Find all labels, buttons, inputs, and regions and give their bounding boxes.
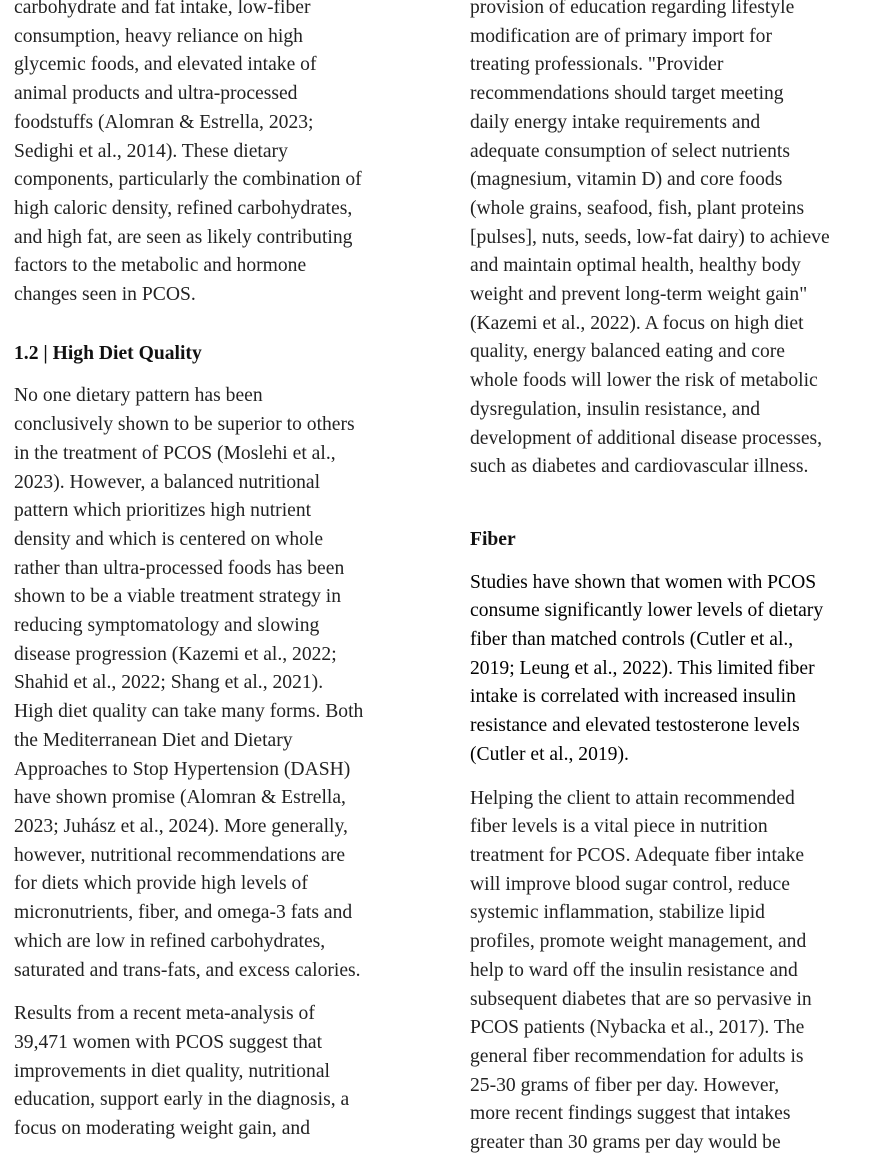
text-line: development of additional disease processes, [470, 427, 823, 449]
text-line: intake is correlated with increased insulin [470, 686, 796, 708]
text-line: fiber than matched controls (Cutler et al., [470, 629, 794, 651]
text-line: density and which is centered on whole [14, 528, 324, 550]
text-line: recommendations should target meeting [470, 83, 784, 105]
text-line: micronutrients, fiber, and omega-3 fats and [14, 902, 353, 924]
right-column [470, 0, 862, 1158]
text-line: in the treatment of PCOS (Moslehi et al., [14, 442, 336, 464]
text-line: quality, energy balanced eating and core [470, 341, 785, 363]
text-line: conclusively shown to be superior to others [14, 414, 355, 436]
text-line: 25-30 grams of fiber per day. However, [470, 1074, 780, 1096]
text-line: PCOS patients (Nybacka et al., 2017). The [470, 1017, 805, 1039]
text-line: help to ward off the insulin resistance and [470, 959, 798, 981]
text-line: resistance and elevated testosterone levels [470, 715, 800, 737]
text-line: [pulses], nuts, seeds, low-fat dairy) to achieve [470, 226, 830, 248]
text-line: however, nutritional recommendations are [14, 844, 346, 866]
paragraph-intro-continued [14, 0, 414, 310]
subsection-heading-fiber: Fiber [470, 528, 516, 550]
text-line: changes seen in PCOS. [14, 284, 196, 306]
text-line: dysregulation, insulin resistance, and [470, 398, 761, 420]
text-line: profiles, promote weight management, and [470, 931, 807, 953]
text-line: 2023; Juhász et al., 2024). More generally, [14, 815, 348, 837]
text-line: High diet quality can take many forms. Both [14, 701, 364, 723]
text-line: subsequent diabetes that are so pervasive in [470, 988, 812, 1010]
text-line: Studies have shown that women with PCOS [470, 571, 817, 593]
text-line: have shown promise (Alomran & Estrella, [14, 787, 346, 809]
text-line: modification are of primary import for [470, 25, 772, 47]
text-line: (Kazemi et al., 2022). A focus on high diet [470, 312, 804, 334]
text-line: general fiber recommendation for adults is [470, 1045, 804, 1067]
text-line: foodstuffs (Alomran & Estrella, 2023; [14, 111, 314, 133]
text-line: (Cutler et al., 2019). [470, 743, 629, 765]
text-line: No one dietary pattern has been [14, 385, 263, 407]
text-line: Results from a recent meta-analysis of [14, 1003, 315, 1025]
section-heading-high-diet-quality: 1.2 | High Diet Quality [14, 342, 202, 364]
text-line: glycemic foods, and elevated intake of [14, 54, 317, 76]
text-line: 39,471 women with PCOS suggest that [14, 1031, 323, 1053]
text-line: (whole grains, seafood, fish, plant proteins [470, 197, 805, 219]
text-line: 2019; Leung et al., 2022). This limited fiber [470, 657, 815, 679]
text-line: Helping the client to attain recommended [470, 787, 795, 809]
text-line: factors to the metabolic and hormone [14, 255, 307, 277]
text-line: and high fat, are seen as likely contributing [14, 226, 353, 248]
text-line: consumption, heavy reliance on high [14, 25, 303, 47]
text-line: will improve blood sugar control, reduce [470, 873, 790, 895]
text-line: and maintain optimal health, healthy body [470, 255, 801, 277]
text-line: animal products and ultra-processed [14, 83, 298, 105]
paragraph-fiber-recommendation [470, 785, 862, 1158]
text-line: which are low in refined carbohydrates, [14, 930, 326, 952]
text-line: carbohydrate and fat intake, low-fiber [14, 0, 311, 18]
text-line: daily energy intake requirements and [470, 111, 761, 133]
text-line: Approaches to Stop Hypertension (DASH) [14, 758, 351, 780]
text-line: components, particularly the combination of [14, 169, 362, 191]
paragraph-diet-quality [14, 382, 414, 985]
text-line: systemic inflammation, stabilize lipid [470, 902, 765, 924]
left-column [14, 0, 414, 1144]
text-line: adequate consumption of select nutrients [470, 140, 790, 162]
text-line: fiber levels is a vital piece in nutrition [470, 816, 768, 838]
text-line: pattern which prioritizes high nutrient [14, 500, 312, 522]
text-line: disease progression (Kazemi et al., 2022; [14, 643, 337, 665]
text-line: treatment for PCOS. Adequate fiber intake [470, 844, 805, 866]
text-line: focus on moderating weight gain, and [14, 1118, 311, 1140]
text-line: 2023). However, a balanced nutritional [14, 471, 321, 493]
paragraph-fiber-studies [470, 569, 862, 770]
text-line: Sedighi et al., 2014). These dietary [14, 140, 288, 162]
text-line: education, support early in the diagnosis, a [14, 1089, 350, 1111]
text-line: (magnesium, vitamin D) and core foods [470, 169, 783, 191]
text-line: high caloric density, refined carbohydrates, [14, 197, 353, 219]
text-line: provision of education regarding lifestyle [470, 0, 795, 18]
text-line: reducing symptomatology and slowing [14, 615, 320, 637]
text-line: treating professionals. "Provider [470, 54, 724, 76]
text-line: more recent findings suggest that intakes [470, 1103, 791, 1125]
text-line: consume significantly lower levels of dietary [470, 600, 824, 622]
text-line: whole foods will lower the risk of metabolic [470, 370, 818, 392]
text-line: saturated and trans-fats, and excess calories. [14, 959, 361, 981]
text-line: improvements in diet quality, nutritional [14, 1060, 330, 1082]
text-line: greater than 30 grams per day would be [470, 1132, 781, 1154]
text-line: the Mediterranean Diet and Dietary [14, 729, 293, 751]
text-line: Shahid et al., 2022; Shang et al., 2021). [14, 672, 324, 694]
text-line: weight and prevent long-term weight gain" [470, 284, 808, 306]
text-line: rather than ultra-processed foods has been [14, 557, 345, 579]
text-line: for diets which provide high levels of [14, 873, 308, 895]
text-line: shown to be a viable treatment strategy in [14, 586, 342, 608]
paragraph-meta-analysis [14, 1000, 414, 1144]
paragraph-provider-recommendations [470, 0, 862, 482]
text-line: such as diabetes and cardiovascular illness. [470, 456, 809, 478]
